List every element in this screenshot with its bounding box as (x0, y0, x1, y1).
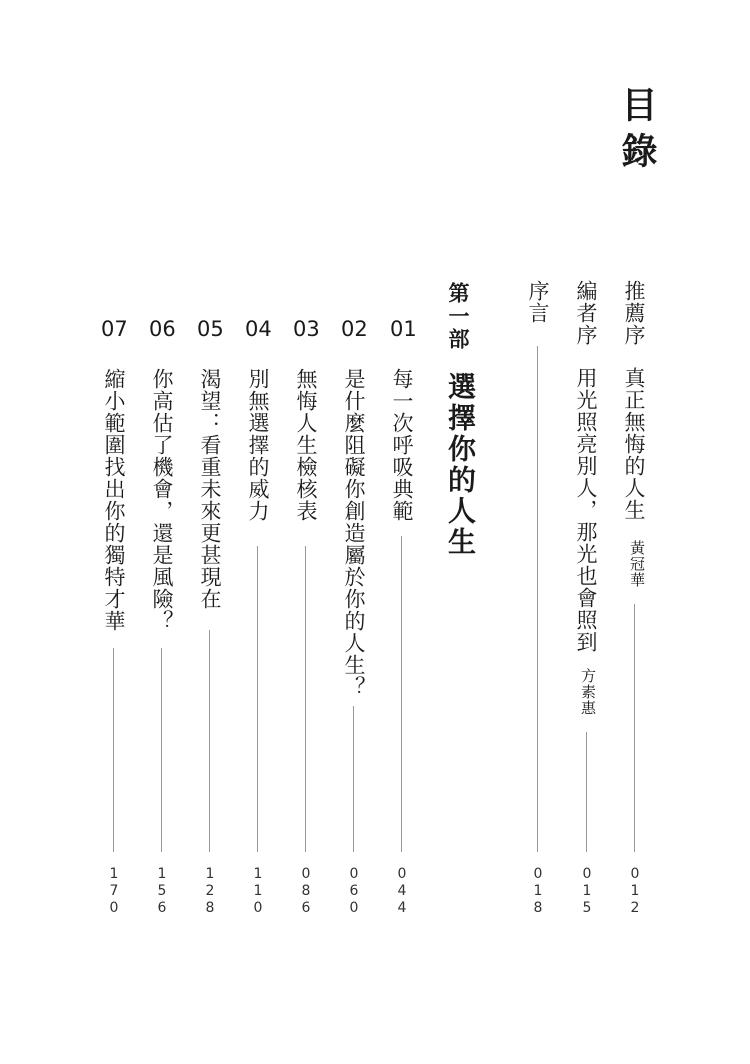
leader-line (305, 546, 306, 852)
chapter-number: 03 (293, 317, 320, 341)
page-number: 060 (346, 866, 362, 917)
front-matter-label-editor: 編者序 (574, 280, 598, 346)
page-number: 156 (154, 866, 170, 917)
page-number: 086 (298, 866, 314, 917)
leader-line (209, 630, 210, 852)
chapter-number: 04 (245, 317, 272, 341)
part-label: 第一部 (446, 282, 470, 351)
chapter-number: 06 (149, 317, 176, 341)
leader-line (353, 706, 354, 852)
page-number: 012 (627, 866, 643, 917)
chapter-title: 別無選擇的威力 (246, 368, 270, 522)
chapter-title: 縮小範圍找出你的獨特才華 (102, 368, 126, 632)
page-number: 018 (530, 866, 546, 917)
page-number: 128 (202, 866, 218, 917)
front-matter-title-foreword: 真正無悔的人生 (622, 367, 646, 521)
front-matter-title-editor: 用光照亮別人，那光也會照到 (574, 367, 598, 653)
chapter-number: 07 (101, 317, 128, 341)
front-matter-label-preface: 序言 (526, 280, 550, 324)
chapter-number: 02 (341, 317, 368, 341)
part-title: 選擇你的人生 (444, 372, 477, 558)
page-number: 015 (579, 866, 595, 917)
chapter-number: 01 (390, 317, 417, 341)
chapter-title: 每一次呼吸典範 (390, 368, 414, 522)
page-number: 110 (250, 866, 266, 917)
leader-line (586, 732, 587, 852)
front-matter-author-editor: 方素惠 (579, 668, 597, 716)
leader-line (257, 546, 258, 852)
leader-line (113, 648, 114, 852)
chapter-number: 05 (197, 317, 224, 341)
page-number: 170 (106, 866, 122, 917)
leader-line (161, 648, 162, 852)
front-matter-author-foreword: 黃冠華 (628, 540, 646, 588)
leader-line (401, 536, 402, 852)
chapter-title: 渴望：看重未來更甚現在 (198, 368, 222, 610)
leader-line (634, 604, 635, 852)
chapter-title: 你高估了機會，還是風險？ (150, 368, 174, 632)
chapter-title: 是什麼阻礙你創造屬於你的人生？ (342, 368, 366, 698)
front-matter-label-foreword: 推薦序 (622, 280, 646, 346)
chapter-title: 無悔人生檢核表 (294, 368, 318, 522)
page-number: 044 (394, 866, 410, 917)
page-title: 目錄 (616, 86, 658, 178)
leader-line (537, 346, 538, 852)
